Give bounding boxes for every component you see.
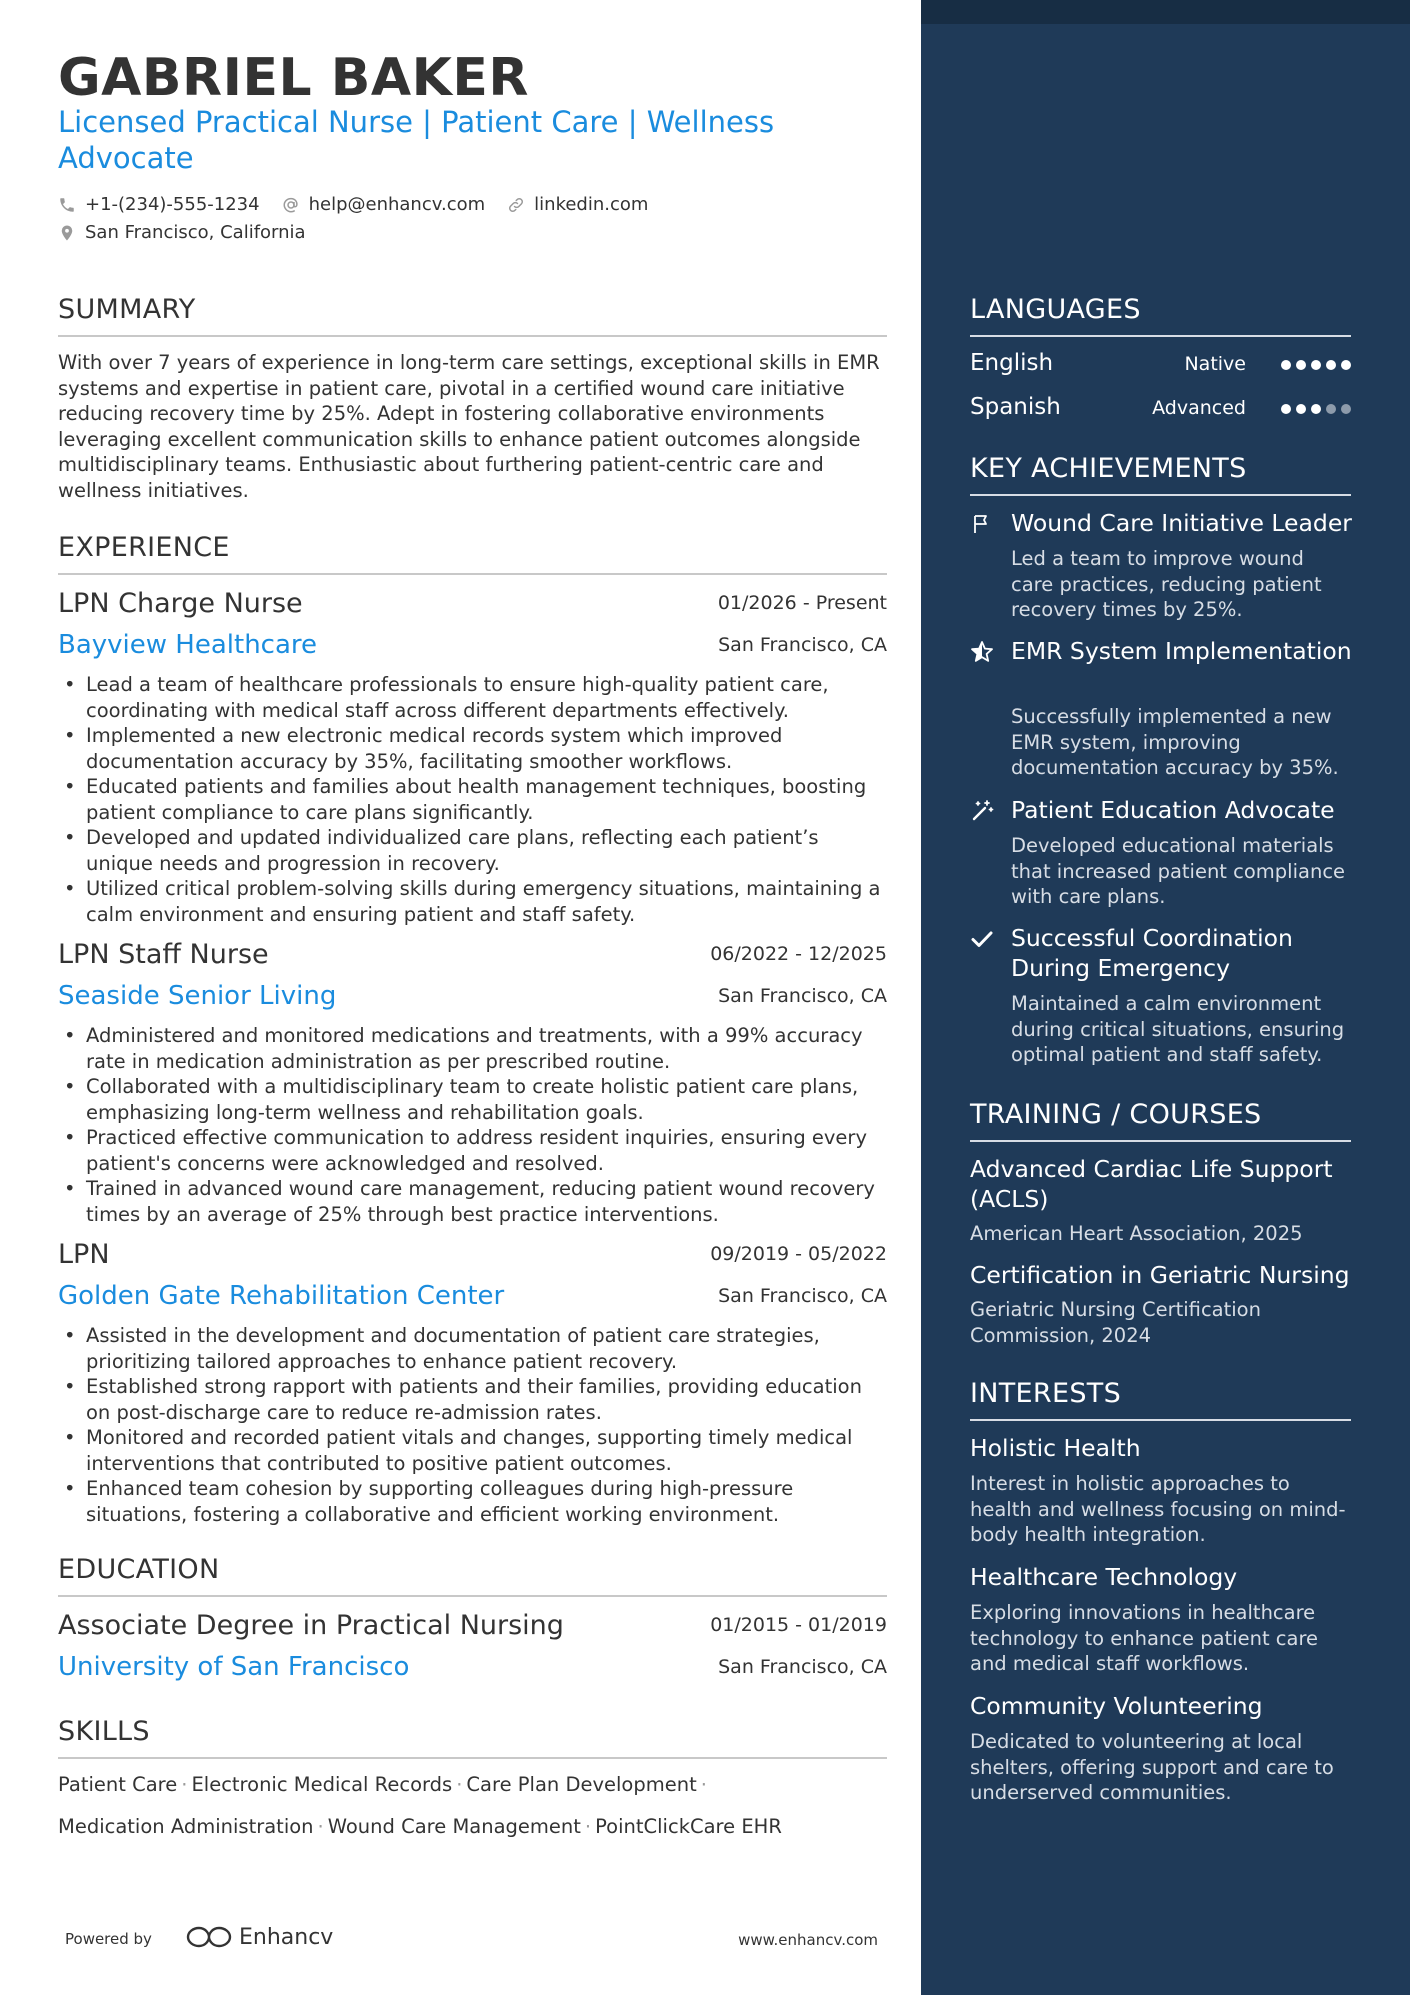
interest-title: Holistic Health [970,1434,1141,1462]
bullet-item: • Developed and updated individualized care plans, reflecting each patient’s unique needs and progression in recovery. [58,825,887,876]
flag-icon [970,512,994,536]
achievement-desc: Successfully implemented a new EMR system, improving documentation accuracy by 35%. [1011,705,1339,779]
role-title: LPN Charge Nurse [58,588,303,619]
language-rating [1276,360,1351,370]
skill-separator: · [584,1815,592,1838]
role-company: Bayview Healthcare [58,630,318,660]
rating-dot [1281,360,1291,370]
bullet-item: • Implemented a new electronic medical records system which improved documentation accuracy by 35%, facilitating smoother workflows. [58,723,887,774]
contact-location [58,222,306,243]
training-desc: American Heart Association, 2025 [970,1222,1303,1245]
achievement-title: Wound Care Initiative Leader [1011,509,1352,537]
summary-text: With over 7 years of experience in long-term care settings, exceptional skills in EMR systems and expertise in patient care, pivotal in a certified wound care initiative reducing recovery time by 25%. Adept in fostering collaborative environments leveraging excellent communication skills to enhance patient outcomes alongside multidisciplinary teams. Enthusiastic about furthering patient-centric care and wellness initiatives. [58,351,880,502]
bullet-item: • Collaborated with a multidisciplinary team to create holistic patient care plans, emphasizing long-term wellness and rehabilitation goals. [58,1074,887,1125]
training-desc: Geriatric Nursing Certification Commission, 2024 [970,1298,1261,1347]
education-heading: EDUCATION [58,1554,887,1597]
role-location: San Francisco, CA [718,1285,887,1307]
location-pin-icon [58,224,76,242]
enhancv-logo[interactable] [185,1924,333,1950]
skills-line [58,1773,711,1796]
training-title: Advanced Cardiac Life Support (ACLS) [970,1155,1333,1213]
role-title: LPN [58,1239,110,1270]
rating-dot [1311,360,1321,370]
skill-separator: · [181,1773,188,1796]
achievement-desc: Developed educational materials that increased patient compliance with care plans. [1011,834,1346,908]
rating-dot [1296,360,1306,370]
skill-separator: · [456,1773,463,1796]
skill-item: Patient Care [58,1773,178,1796]
rating-dot [1341,360,1351,370]
role-bullets [58,1323,887,1527]
candidate-headline: Licensed Practical Nurse | Patient Care | Wellness Advocate [58,105,775,175]
sidebar-top-bar [921,0,1410,24]
interest-desc: Dedicated to volunteering at local shelters, offering support and care to underserved communities. [970,1730,1334,1804]
role-bullets [58,1023,887,1227]
education-location: San Francisco, CA [718,1656,887,1678]
education-date: 01/2015 - 01/2019 [710,1614,887,1636]
enhancv-logo-icon [185,1924,233,1950]
bullet-item: • Enhanced team cohesion by supporting colleagues during high-pressure situations, fostering a collaborative and efficient working environment. [58,1476,887,1527]
at-sign-icon [282,196,300,214]
bullet-item: • Trained in advanced wound care management, reducing patient wound recovery times by an average of 25% through best practice interventions. [58,1176,887,1227]
rating-dot [1326,404,1336,414]
language-level: Advanced [1152,397,1246,419]
link-icon [507,196,525,214]
role-location: San Francisco, CA [718,634,887,656]
linkedin-text: linkedin.com [534,194,649,215]
achievement-title: Successful Coordination During Emergency [1011,924,1293,982]
star-icon [970,640,994,664]
location-text: San Francisco, California [85,222,306,243]
achievements-heading: KEY ACHIEVEMENTS [970,453,1351,496]
language-rating [1276,404,1351,414]
role-bullets [58,672,887,927]
role-date: 01/2026 - Present [717,592,887,614]
email-text: help@enhancv.com [308,194,486,215]
school-name: University of San Francisco [58,1652,410,1682]
skill-item: Medication Administration [58,1815,314,1838]
bullet-item: • Administered and monitored medications and treatments, with a 99% accuracy rate in medication administration as per prescribed routine. [58,1023,887,1074]
bullet-item: • Lead a team of healthcare professionals to ensure high-quality patient care, coordinating with medical staff across different departments effectively. [58,672,887,723]
language-level: Native [1184,353,1246,375]
rating-dot [1281,404,1291,414]
training-title: Certification in Geriatric Nursing [970,1261,1350,1289]
role-date: 06/2022 - 12/2025 [710,943,887,965]
phone-text: +1-(234)-555-1234 [85,194,260,215]
candidate-name: GABRIEL BAKER [58,48,529,108]
skills-line [58,1815,782,1838]
skill-separator: · [700,1773,707,1796]
language-row [970,350,1351,380]
bullet-item: • Utilized critical problem-solving skills during emergency situations, maintaining a calm environment and ensuring patient and staff safety. [58,876,887,927]
bullet-item: • Assisted in the development and documentation of patient care strategies, prioritizing tailored approaches to enhance patient recovery. [58,1323,887,1374]
location-row [58,222,328,243]
interests-heading: INTERESTS [970,1378,1351,1421]
checkmark-icon [970,927,994,951]
skills-heading: SKILLS [58,1716,887,1759]
language-row [970,394,1351,424]
interest-desc: Interest in holistic approaches to health and wellness focusing on mind-body health integration. [970,1472,1346,1546]
skill-item: Wound Care Management [327,1815,581,1838]
achievement-desc: Led a team to improve wound care practices, reducing patient recovery times by 25%. [1011,547,1322,621]
experience-heading: EXPERIENCE [58,532,887,575]
summary-heading: SUMMARY [58,294,887,337]
rating-dot [1311,404,1321,414]
training-heading: TRAINING / COURSES [970,1099,1351,1142]
magic-wand-icon [970,799,994,823]
language-name: Spanish [970,394,1061,420]
bullet-item: • Practiced effective communication to address resident inquiries, ensuring every patient's concerns were acknowledged and resolved. [58,1125,887,1176]
footer-url[interactable]: www.enhancv.com [738,1931,878,1949]
role-company: Golden Gate Rehabilitation Center [58,1281,505,1311]
rating-dot [1326,360,1336,370]
powered-by-text: Powered by [65,1930,152,1948]
skill-item: PointClickCare EHR [595,1815,782,1838]
contact-linkedin[interactable] [507,194,648,215]
degree-title: Associate Degree in Practical Nursing [58,1610,564,1641]
rating-dot [1296,404,1306,414]
bullet-item: • Educated patients and families about health management techniques, boosting patient compliance to care plans significantly. [58,774,887,825]
role-title: LPN Staff Nurse [58,939,269,970]
phone-icon [58,196,76,214]
contact-email[interactable] [282,194,486,215]
role-date: 09/2019 - 05/2022 [710,1243,887,1265]
rating-dot [1341,404,1351,414]
achievement-desc: Maintained a calm environment during critical situations, ensuring optimal patient and staff safety. [1011,992,1345,1066]
skill-item: Care Plan Development [466,1773,697,1796]
skill-separator: · [317,1815,324,1838]
languages-heading: LANGUAGES [970,294,1351,337]
achievement-title: EMR System Implementation [1011,637,1352,665]
language-name: English [970,350,1054,376]
contact-row [58,194,670,215]
interest-title: Healthcare Technology [970,1563,1238,1591]
interest-desc: Exploring innovations in healthcare technology to enhance patient care and medical staff workflows. [970,1601,1319,1675]
bullet-item: • Monitored and recorded patient vitals and changes, supporting timely medical interventions that contributed to positive patient outcomes. [58,1425,887,1476]
skill-item: Electronic Medical Records [191,1773,453,1796]
contact-phone[interactable] [58,194,260,215]
bullet-item: • Established strong rapport with patients and their families, providing education on post-discharge care to reduce re-admission rates. [58,1374,887,1425]
achievement-title: Patient Education Advocate [1011,796,1335,824]
footer [65,1924,878,1960]
interest-title: Community Volunteering [970,1692,1263,1720]
role-company: Seaside Senior Living [58,981,337,1011]
enhancv-logo-text: Enhancv [239,1924,334,1950]
role-location: San Francisco, CA [718,985,887,1007]
